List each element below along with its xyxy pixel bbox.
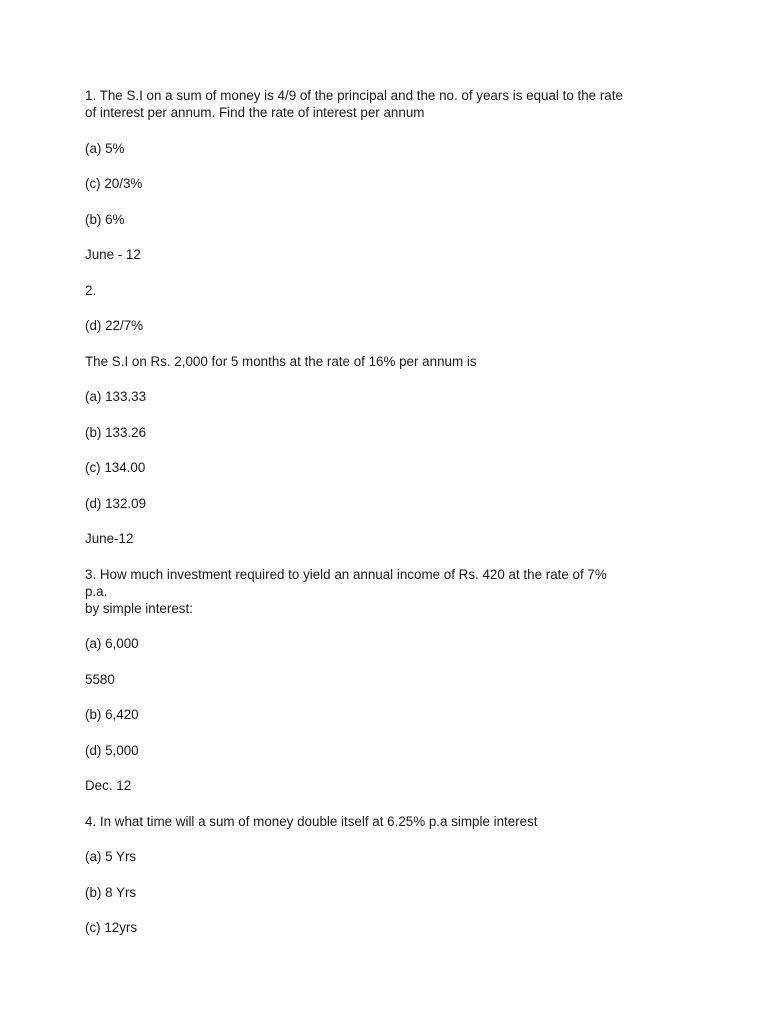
option-line: (b) 133.26 [85,424,147,440]
option-line: (b) 8 Yrs [85,884,137,900]
question-1-text: 1. The S.I on a sum of money is 4/9 of the principal and the no. of years is equal to the rate of interest per annum. Find the rate of interest per annum [85,88,623,120]
option-line: (b) 6% [85,211,125,227]
question-number: 2. [85,282,97,298]
answer-line: 5580 [85,671,115,687]
option-line: (a) 6,000 [85,636,139,651]
exam-date-label: June-12 [85,531,134,546]
option-line: (b) 6,420 [85,707,139,722]
option-line: (d) 5,000 [85,742,139,758]
exam-date-label: June - 12 [85,247,141,262]
option-line: (c) 20/3% [85,176,143,191]
option-line: (d) 22/7% [85,318,144,333]
option-line: (c) 12yrs [85,920,138,935]
option-line: (d) 132.09 [85,495,147,511]
question-4-text: 4. In what time will a sum of money double itself at 6.25% p.a simple interest [85,813,538,829]
question-3-text: 3. How much investment required to yield an annual income of Rs. 420 at the rate of 7% p.a. by simple interest: [85,566,607,616]
option-line: (a) 133.33 [85,389,147,404]
option-line: (a) 5 Yrs [85,849,137,864]
document-page [85,87,625,936]
exam-date-label: Dec. 12 [85,778,132,793]
question-2-text: The S.I on Rs. 2,000 for 5 months at the rate of 16% per annum is [85,353,477,369]
option-line: (a) 5% [85,140,125,156]
option-line: (c) 134.00 [85,460,146,475]
